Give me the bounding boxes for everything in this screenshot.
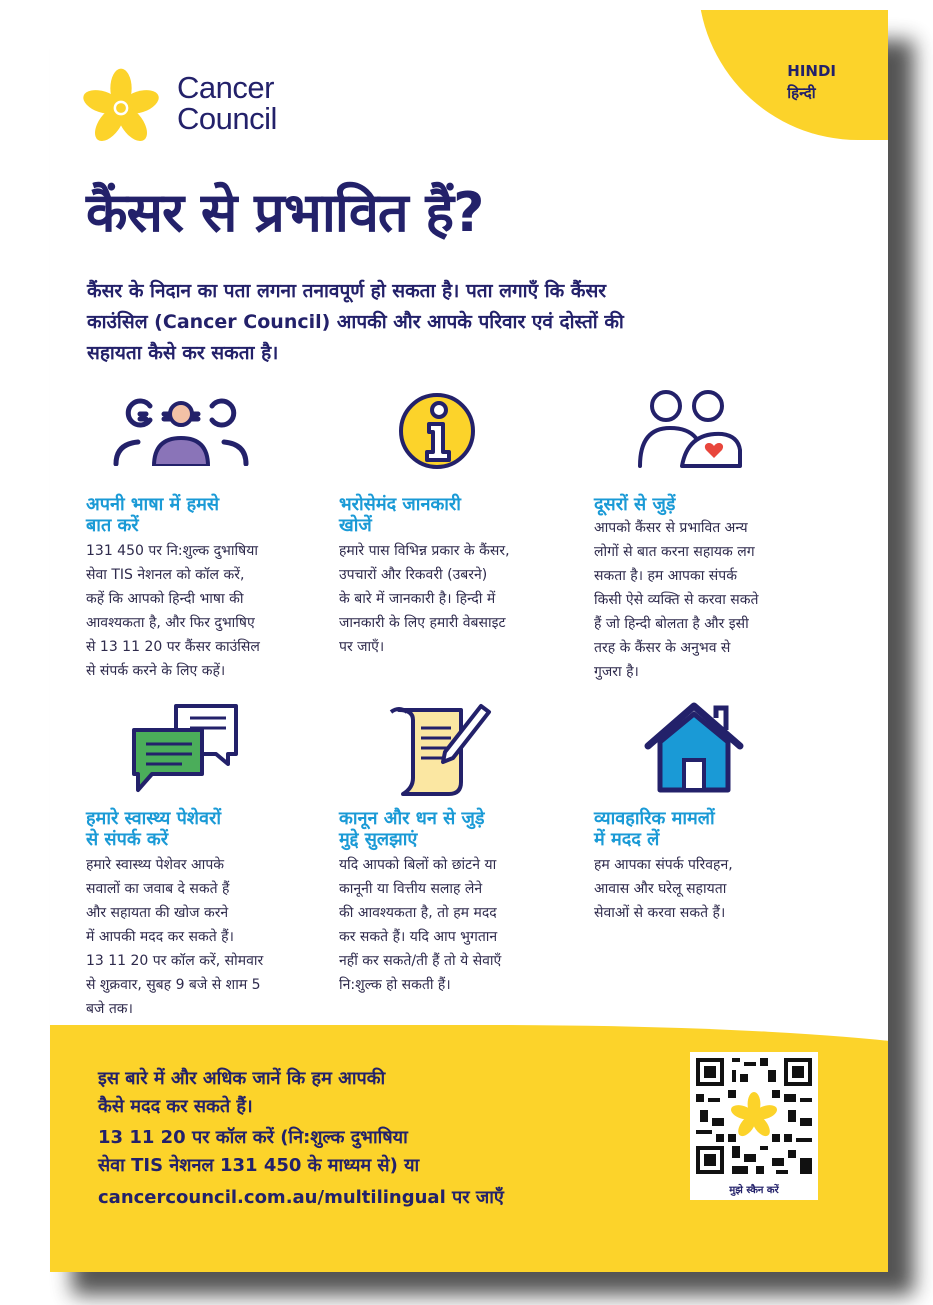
house-icon (640, 700, 750, 800)
body-line: कहें कि आपको हिन्दी भाषा की (86, 591, 244, 607)
body-line: से 13 11 20 पर कैंसर काउंसिल (86, 639, 260, 655)
body-line: नहीं कर सकते/ती हैं तो ये सेवाएँ (339, 953, 502, 969)
call-line: 13 11 20 पर कॉल करें (नि:शुल्क दुभाषिया (98, 1127, 408, 1148)
body-line: हैं जो हिन्दी बोलता है और इसी (594, 616, 749, 632)
brand-line2: Council (177, 101, 277, 136)
qr-code[interactable] (690, 1052, 818, 1200)
body-line: तरह के कैंसर के अनुभव से (594, 640, 731, 656)
heading-line: से संपर्क करें (86, 829, 169, 850)
call-line: सेवा TIS नेशनल 131 450 के माध्यम से) या (98, 1155, 420, 1176)
qr-label: मुझे स्कैन करें (729, 1185, 779, 1196)
card-heading (339, 808, 579, 850)
body-line: 13 11 20 पर कॉल करें, सोमवार (86, 953, 264, 969)
card-connect (594, 386, 844, 686)
card-health-professionals (86, 700, 336, 1020)
speech-people-icon (106, 386, 256, 466)
body-line: सकता है। हम आपका संपर्क (594, 568, 737, 584)
card-heading (86, 494, 326, 536)
language-label (787, 60, 836, 104)
footer-cta (98, 1065, 578, 1121)
heading-line: कानून और धन से जुड़े (339, 808, 485, 829)
body-line: जानकारी के लिए हमारी वेबसाइट (339, 615, 506, 631)
body-line: गुजरा है। (594, 664, 639, 680)
brand-name (177, 72, 277, 134)
card-practical-matters (594, 700, 844, 1020)
info-icon (395, 386, 485, 476)
body-line: आपको कैंसर से प्रभावित अन्य (594, 520, 748, 536)
intro-line: सहायता कैसे कर सकता है। (87, 342, 279, 364)
body-line: सेवा TIS नेशनल को कॉल करें, (86, 567, 245, 583)
body-line: हम आपका संपर्क परिवहन, (594, 857, 733, 873)
card-body (86, 539, 331, 683)
body-line: के बारे में जानकारी है। हिन्दी में (339, 591, 496, 607)
body-line: हमारे स्वास्थ्य पेशेवर आपके (86, 857, 225, 873)
heading-line: दूसरों से जुड़ें (594, 494, 676, 515)
card-body (339, 853, 584, 997)
body-line: पर जाएँ। (339, 639, 385, 655)
heading-line: खोजें (339, 515, 372, 536)
heading-line: बात करें (86, 515, 139, 536)
cta-line: कैसे मदद कर सकते हैं। (98, 1096, 253, 1117)
language-hindi: हिन्दी (787, 84, 816, 102)
card-body (339, 539, 584, 659)
body-line: आवास और घरेलू सहायता (594, 881, 727, 897)
body-line: यदि आपको बिलों को छांटने या (339, 857, 497, 873)
body-line: हमारे पास विभिन्न प्रकार के कैंसर, (339, 543, 510, 559)
card-heading (594, 494, 834, 515)
body-line: नि:शुल्क हो सकती हैं। (339, 977, 451, 993)
body-line: की आवश्यकता है, तो हम मदद (339, 905, 497, 921)
chat-bubbles-icon (126, 700, 246, 800)
brand-line1: Cancer (177, 70, 274, 105)
body-line: 131 450 पर नि:शुल्क दुभाषिया (86, 543, 258, 559)
body-line: से शुक्रवार, सुबह 9 बजे से शाम 5 (86, 977, 261, 993)
intro-text (87, 276, 807, 369)
body-line: लोगों से बात करना सहायक लग (594, 544, 755, 560)
card-heading (86, 808, 326, 850)
body-line: कानूनी या वित्तीय सलाह लेने (339, 881, 483, 897)
website-link[interactable]: cancercouncil.com.au/multilingual पर जाएँ (98, 1187, 504, 1208)
body-line: उपचारों और रिकवरी (उबरने) (339, 567, 488, 583)
people-heart-icon (634, 386, 744, 476)
page-title: कैंसर से प्रभावित हैं? (86, 181, 484, 244)
heading-line: हमारे स्वास्थ्य पेशेवरों (86, 808, 222, 829)
qr-code-icon (696, 1058, 812, 1174)
body-line: किसी ऐसे व्यक्ति से करवा सकते (594, 592, 759, 608)
body-line: और सहायता की खोज करने (86, 905, 229, 921)
card-language (86, 386, 336, 686)
body-line: बजे तक। (86, 1001, 133, 1017)
body-line: कर सकते हैं। यदि आप भुगतान (339, 929, 498, 945)
heading-line: अपनी भाषा में हमसे (86, 494, 220, 515)
card-body (594, 853, 839, 925)
body-line: आवश्यकता है, और फिर दुभाषिए (86, 615, 255, 631)
heading-line: मुद्दे सुलझाएं (339, 829, 418, 850)
body-line: में आपकी मदद कर सकते हैं। (86, 929, 234, 945)
card-information (339, 386, 589, 686)
card-body (594, 516, 839, 684)
card-heading (339, 494, 579, 536)
body-line: से संपर्क करने के लिए कहें। (86, 663, 226, 679)
card-heading (594, 808, 834, 850)
flyer-page (50, 10, 888, 1272)
card-body (86, 853, 331, 1021)
body-line: सेवाओं से करवा सकते हैं। (594, 905, 726, 921)
intro-line: कैंसर के निदान का पता लगना तनावपूर्ण हो सकता है। पता लगाएँ कि कैंसर (87, 280, 607, 302)
cta-line: इस बारे में और अधिक जानें कि हम आपकी (98, 1068, 386, 1089)
heading-line: में मदद लें (594, 829, 660, 850)
intro-line: काउंसिल (Cancer Council) आपकी और आपके परिवार एवं दोस्तों की (87, 311, 624, 333)
card-legal-financial (339, 700, 589, 1020)
heading-line: भरोसेमंद जानकारी (339, 494, 461, 515)
daffodil-logo-icon (80, 67, 162, 149)
heading-line: व्यावहारिक मामलों (594, 808, 715, 829)
language-english: HINDI (787, 62, 836, 80)
scroll-pen-icon (385, 700, 495, 800)
body-line: सवालों का जवाब दे सकते हैं (86, 881, 230, 897)
footer-contact (98, 1124, 618, 1212)
